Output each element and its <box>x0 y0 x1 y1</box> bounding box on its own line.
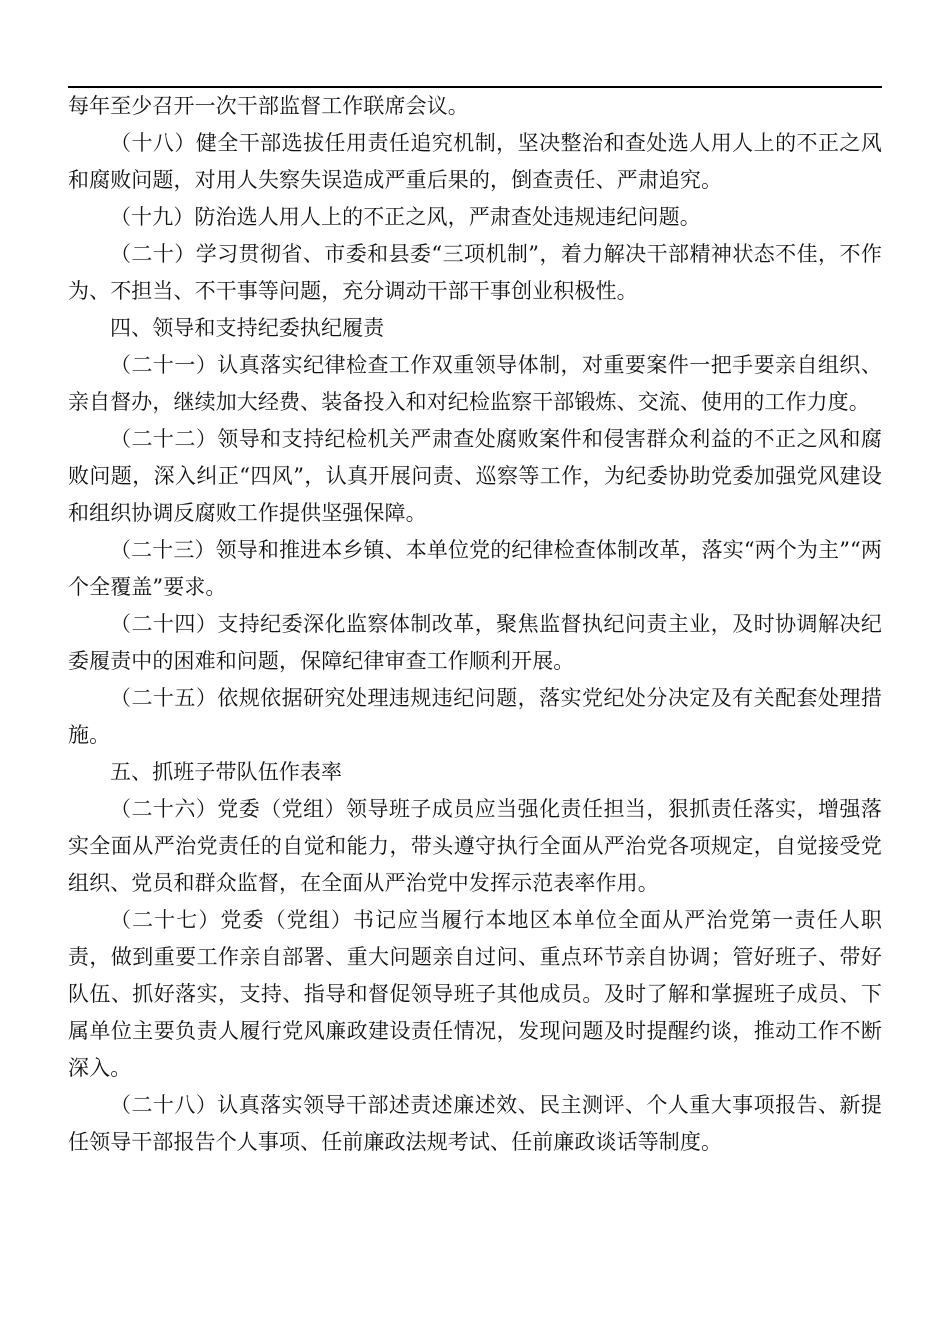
paragraph-23: （二十三）领导和推进本乡镇、本单位党的纪律检查体制改革，落实“两个为主”“两个全覆盖”要求。 <box>68 538 882 599</box>
paragraph-18: （十八）健全干部选拔任用责任追究机制，坚决整治和查处选人用人上的不正之风和腐败问题，对用人失察失误造成严重后果的，倒查责任、严肃追究。 <box>68 131 882 192</box>
section-heading-5: 五、抓班子带队伍作表率 <box>110 760 343 784</box>
paragraph-27: （二十七）党委（党组）书记应当履行本地区本单位全面从严治党第一责任人职责，做到重要工作亲自部署、重大问题亲自过问、重点环节亲自协调；管好班子、带好队伍、抓好落实，支持、指导和督促领导班子其他成员。及时了解和掌握班子成员、下属单位主要负责人履行党风廉政建设责任情况，发现问题及时提醒约谈，推动工作不断深入。 <box>68 908 882 1080</box>
document-body <box>68 88 882 1161</box>
paragraph-19: （十九）防治选人用人上的不正之风，严肃查处违规违纪问题。 <box>110 205 701 229</box>
paragraph-25: （二十五）依规依据研究处理违规违纪问题，落实党纪处分决定及有关配套处理措施。 <box>68 686 882 747</box>
paragraph-21: （二十一）认真落实纪律检查工作双重领导体制，对重要案件一把手要亲自组织、亲自督办，继续加大经费、装备投入和对纪检监察干部锻炼、交流、使用的工作力度。 <box>68 353 882 414</box>
paragraph-20: （二十）学习贯彻省、市委和县委“三项机制”，着力解决干部精神状态不佳，不作为、不担当、不干事等问题，充分调动干部干事创业积极性。 <box>68 242 882 303</box>
paragraph-26: （二十六）党委（党组）领导班子成员应当强化责任担当，狠抓责任落实，增强落实全面从严治党责任的自觉和能力，带头遵守执行全面从严治党各项规定，自觉接受党组织、党员和群众监督，在全面从严治党中发挥示范表率作用。 <box>68 797 882 895</box>
paragraph-22: （二十二）领导和支持纪检机关严肃查处腐败案件和侵害群众利益的不正之风和腐败问题，深入纠正“四风”，认真开展问责、巡察等工作，为纪委协助党委加强党风建设和组织协调反腐败工作提供坚强保障。 <box>68 427 882 525</box>
paragraph-continuation: 每年至少召开一次干部监督工作联席会议。 <box>68 94 469 118</box>
section-heading-4: 四、领导和支持纪委执纪履责 <box>110 316 385 340</box>
paragraph-28: （二十八）认真落实领导干部述责述廉述效、民主测评、个人重大事项报告、新提任领导干部报告个人事项、任前廉政法规考试、任前廉政谈话等制度。 <box>68 1093 882 1154</box>
paragraph-24: （二十四）支持纪委深化监察体制改革，聚焦监督执纪问责主业，及时协调解决纪委履责中的困难和问题，保障纪律审查工作顺利开展。 <box>68 612 882 673</box>
